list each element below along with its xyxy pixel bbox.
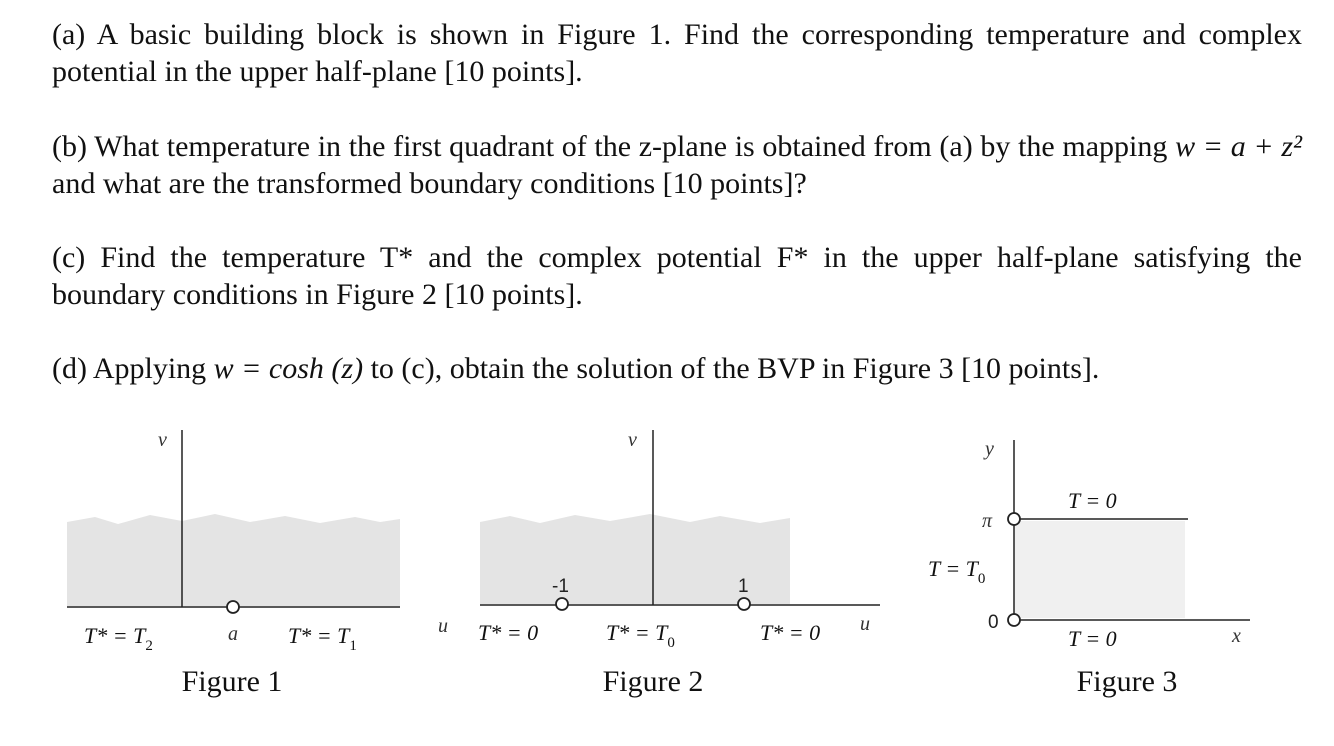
figure-1-right-bc: $T* = T_1$ [288,623,357,654]
figure-3-shaded-region [1014,521,1185,618]
figure-1-left-bc: $T* = T_2$ [84,623,153,654]
figure-3-axis-x-label: x [1232,625,1241,647]
figure-3-point-pi [1008,513,1020,525]
figure-2-left-bc: T* = 0 [478,620,539,645]
figure-2-mid-bc: $T* = T_0$ [606,620,675,651]
figure-1-axis-v-label: v [158,429,167,451]
figure-2-right-bc: T* = 0 [760,620,821,645]
figure-3-pi-label: π [982,510,993,532]
figure-2-point-minus-1-label: -1 [552,576,569,597]
figure-2-point-plus-1-label: 1 [738,576,749,597]
question-d-suffix: to (c), obtain the solution of the BVP in Figure 3 [10 points]. [363,352,1100,385]
figure-3-axis-y-label: y [985,438,994,460]
question-a-text: (a) A basic building block is shown in Figure 1. Find the corresponding temperature and complex potential in the upper half-plane [10 points]. [52,18,1302,88]
figure-2 [478,429,880,698]
figure-2-axis-v-label: v [628,429,637,451]
question-d-prefix: (d) Applying [52,352,214,385]
figure-3-top-bc: T = 0 [1068,488,1117,513]
figure-1 [67,429,448,698]
figure-1-point-a [227,601,239,613]
figure-3-bottom-bc: T = 0 [1068,626,1117,651]
question-c-text: (c) Find the temperature T* and the complex potential F* in the upper half-plane satisfying the boundary conditions in Figure 2 [10 points]. [52,241,1302,311]
figure-3-point-origin [1008,614,1020,626]
figure-3-zero-label: 0 [988,612,999,633]
figure-2-caption: Figure 2 [602,665,704,698]
figure-1-shaded-region [67,514,400,606]
figure-1-caption: Figure 1 [181,665,283,698]
figure-3 [928,438,1250,698]
figure-2-point-minus-1 [556,598,568,610]
question-d-math: w = cosh (z) [213,352,364,385]
question-b-math: w = a + z² [1175,130,1302,163]
question-b-suffix: and what are the transformed boundary conditions [10 points]? [52,167,807,200]
figure-2-point-plus-1 [738,598,750,610]
figure-2-axis-u-label: u [860,613,870,635]
figure-3-left-bc: $T = T_0$ [928,556,986,587]
question-b-prefix: (b) What temperature in the first quadrant of the z-plane is obtained from (a) by the mapping [52,130,1176,163]
figure-1-point-a-label: a [228,623,238,645]
figure-3-caption: Figure 3 [1076,665,1178,698]
figure-1-axis-u-label: u [438,615,448,637]
